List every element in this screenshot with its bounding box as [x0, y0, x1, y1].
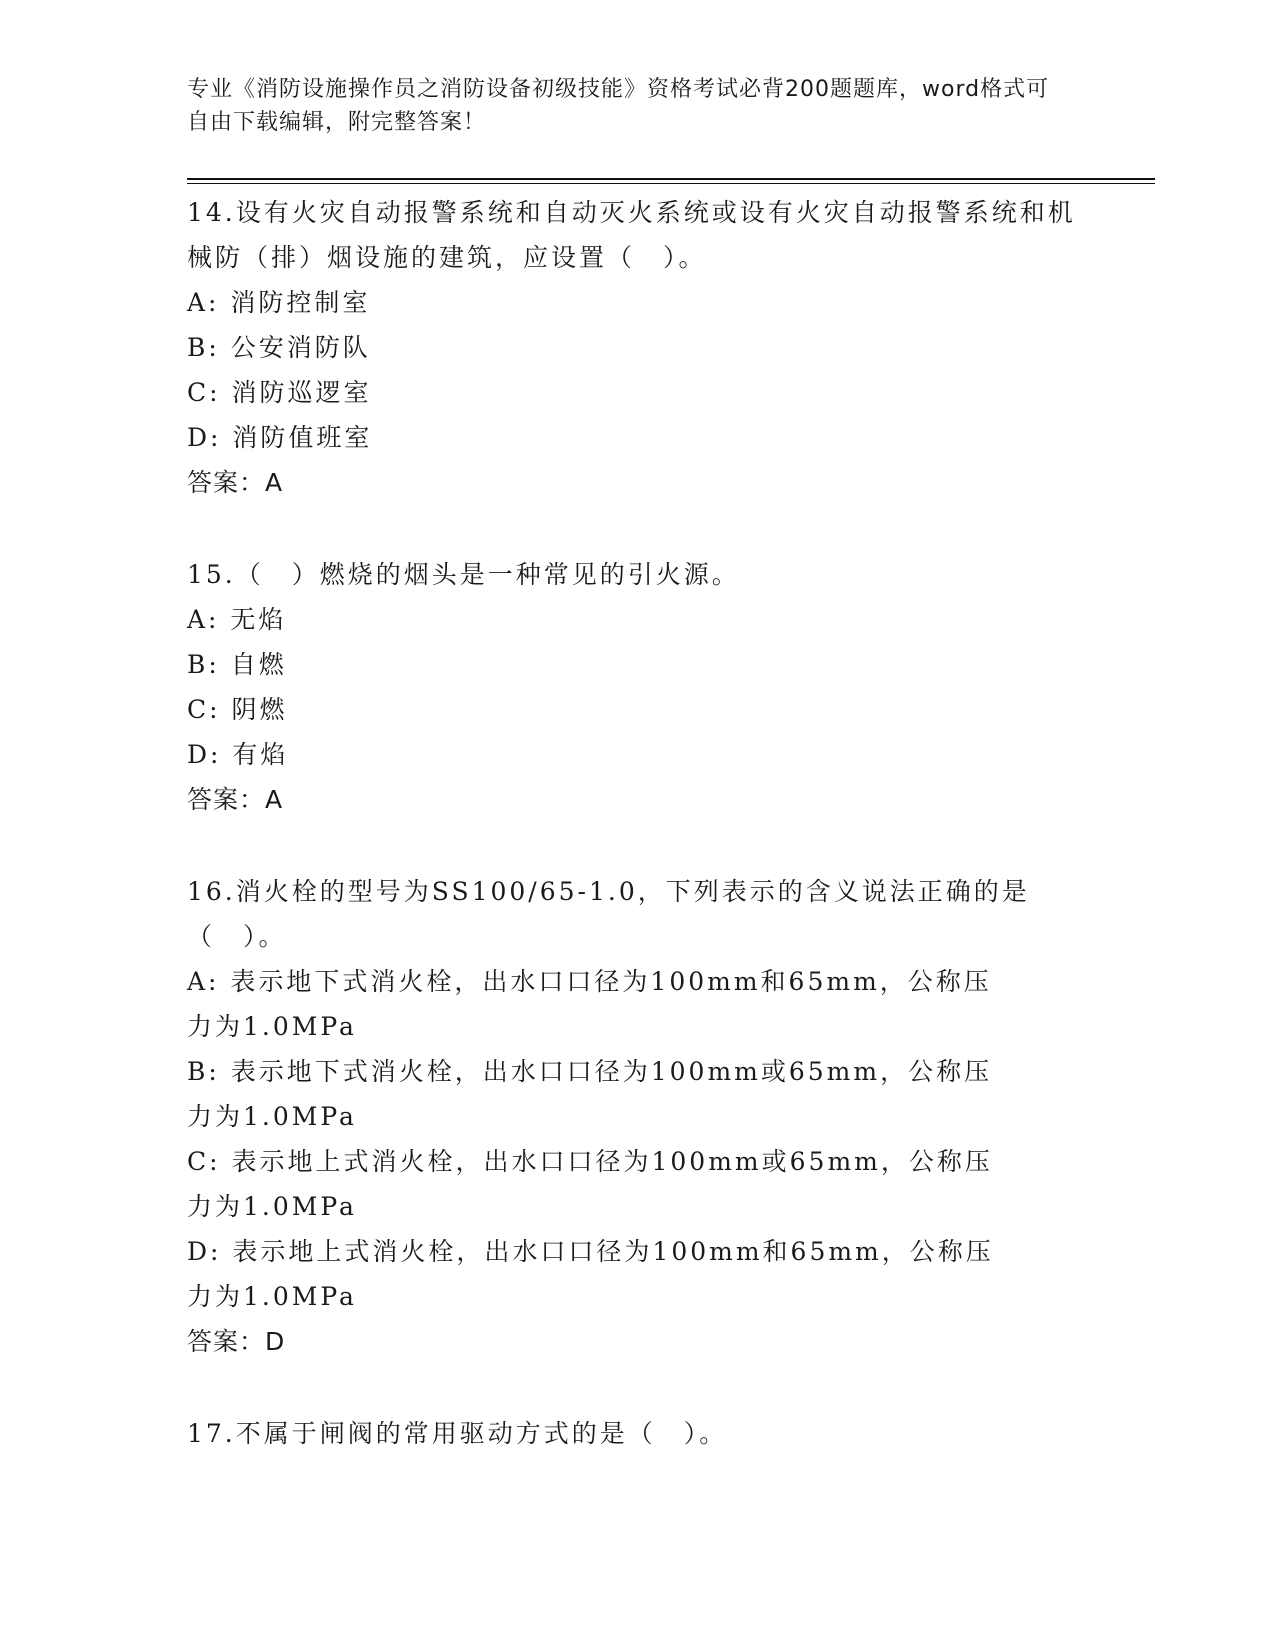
answer-line: 答案：A — [187, 468, 284, 497]
header-divider-thick — [187, 178, 1155, 180]
option-d: D: 有焰 — [187, 740, 289, 769]
option-a: A: 表示地下式消火栓，出水口口径为100mm和65mm，公称压力为1.0MPa — [187, 967, 992, 1041]
option-c: C: 阴燃 — [187, 695, 288, 724]
question-16 — [187, 869, 1087, 1364]
header-divider-thin — [187, 183, 1155, 184]
question-stem: 15.（ ）燃烧的烟头是一种常见的引火源。 — [187, 560, 740, 589]
option-d: D: 消防值班室 — [187, 423, 373, 452]
option-a: A: 消防控制室 — [187, 288, 371, 317]
spacer — [187, 822, 1087, 869]
question-stem: 16.消火栓的型号为SS100/65-1.0，下列表示的含义说法正确的是（ ）。 — [187, 877, 1030, 951]
option-a: A: 无焰 — [187, 605, 287, 634]
option-b: B: 表示地下式消火栓，出水口口径为100mm或65mm，公称压力为1.0MPa — [187, 1057, 993, 1131]
answer-line: 答案：A — [187, 785, 284, 814]
spacer — [187, 1364, 1087, 1411]
answer-line: 答案：D — [187, 1327, 286, 1356]
page-header: 专业《消防设施操作员之消防设备初级技能》资格考试必背200题题库，word格式可自由下载编辑，附完整答案！ — [187, 77, 1050, 135]
spacer — [187, 505, 1087, 552]
question-stem: 17.不属于闸阀的常用驱动方式的是（ ）。 — [187, 1419, 728, 1448]
option-b: B: 自燃 — [187, 650, 287, 679]
question-stem: 14.设有火灾自动报警系统和自动灭火系统或设有火灾自动报警系统和机械防（排）烟设施的建筑，应设置（ ）。 — [187, 198, 1076, 272]
question-list — [187, 190, 1087, 1456]
option-d: D: 表示地上式消火栓，出水口口径为100mm和65mm，公称压力为1.0MPa — [187, 1237, 994, 1311]
question-17 — [187, 1411, 1087, 1456]
option-c: C: 消防巡逻室 — [187, 378, 372, 407]
question-15 — [187, 552, 1087, 822]
question-14 — [187, 190, 1087, 505]
option-b: B: 公安消防队 — [187, 333, 371, 362]
option-c: C: 表示地上式消火栓，出水口口径为100mm或65mm，公称压力为1.0MPa — [187, 1147, 993, 1221]
